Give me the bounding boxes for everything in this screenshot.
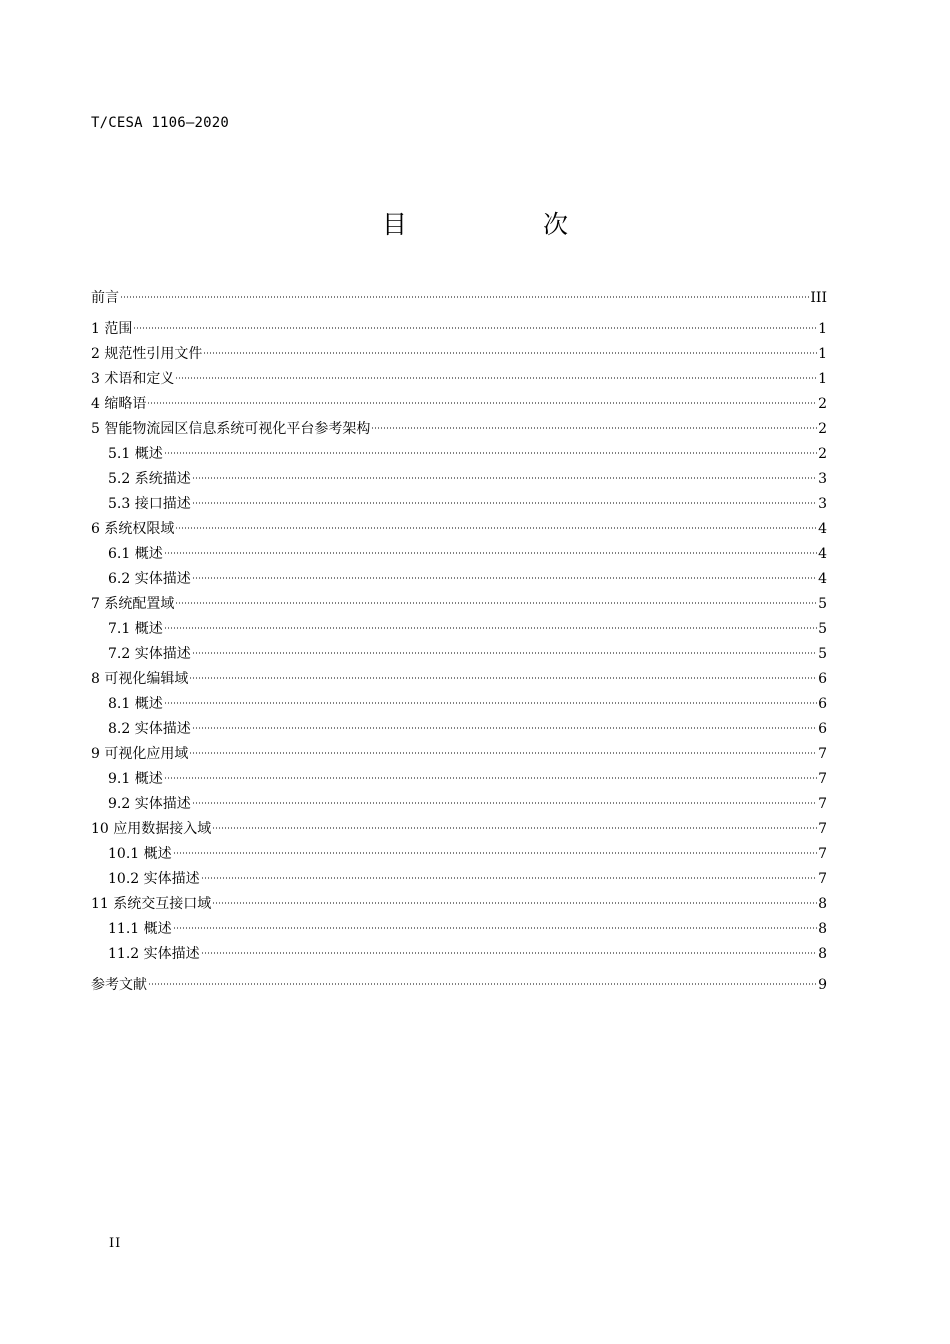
toc-entry[interactable] [91, 317, 827, 342]
toc-entry-page: 6 [818, 696, 827, 712]
toc-entry[interactable] [91, 592, 827, 617]
toc-entry-label: 6.1 概述 [108, 546, 163, 562]
toc-entry-label: 7.2 实体描述 [108, 646, 191, 662]
toc-entry-label: 8 可视化编辑域 [91, 671, 189, 687]
toc-dot-leader [173, 851, 817, 855]
toc-entry-label: 8.1 概述 [108, 696, 163, 712]
toc-entry-label: 7.1 概述 [108, 621, 163, 637]
toc-entry-label: 5 智能物流园区信息系统可视化平台参考架构 [91, 421, 371, 437]
toc-entry-label: 7 系统配置域 [91, 596, 175, 612]
toc-entry-label: 11 系统交互接口域 [91, 896, 212, 912]
toc-entry-page: 3 [818, 471, 827, 487]
toc-entry-page: 4 [818, 546, 827, 562]
toc-entry-page: 5 [818, 646, 827, 662]
toc-entry-page: 5 [818, 596, 827, 612]
toc-entry-page: 2 [818, 421, 827, 437]
toc-entry-label: 9.2 实体描述 [108, 796, 191, 812]
toc-entry-label: 5.2 系统描述 [108, 471, 191, 487]
toc-entry-label: 前言 [91, 290, 119, 306]
toc-entry-page: 7 [818, 746, 827, 762]
toc-dot-leader [164, 701, 817, 705]
page-number: II [109, 1236, 122, 1251]
toc-entry-page: 6 [818, 721, 827, 737]
toc-dot-leader [189, 676, 817, 680]
toc-entry-page: 8 [818, 896, 827, 912]
toc-dot-leader [175, 601, 817, 605]
toc-dot-leader [164, 551, 817, 555]
toc-dot-leader [192, 726, 817, 730]
toc-dot-leader [189, 751, 817, 755]
toc-entry[interactable] [91, 567, 827, 592]
toc-entry-page: 8 [818, 946, 827, 962]
toc-entry[interactable] [91, 667, 827, 692]
toc-dot-leader [173, 926, 817, 930]
toc-entry[interactable] [91, 817, 827, 842]
toc-dot-leader [164, 626, 817, 630]
toc-dot-leader [203, 351, 817, 355]
toc-entry-page: 9 [818, 977, 827, 993]
toc-entry[interactable] [91, 442, 827, 467]
toc-entry[interactable] [91, 342, 827, 367]
toc-entry[interactable] [91, 286, 827, 311]
toc-entry[interactable] [91, 867, 827, 892]
toc-entry[interactable] [91, 973, 827, 998]
toc-dot-leader [212, 826, 817, 830]
toc-dot-leader [148, 982, 817, 986]
toc-entry-page: 7 [818, 796, 827, 812]
toc-entry[interactable] [91, 542, 827, 567]
toc-dot-leader [175, 376, 817, 380]
toc-entry-label: 8.2 实体描述 [108, 721, 191, 737]
standard-code: T/CESA 1106—2020 [91, 115, 230, 131]
toc-entry[interactable] [91, 767, 827, 792]
toc-entry-page: 3 [818, 496, 827, 512]
toc-dot-leader [201, 876, 817, 880]
toc-entry[interactable] [91, 742, 827, 767]
toc-entry-label: 3 术语和定义 [91, 371, 175, 387]
toc-entry-label: 10 应用数据接入域 [91, 821, 212, 837]
toc-entry[interactable] [91, 617, 827, 642]
toc-entry-label: 2 规范性引用文件 [91, 346, 203, 362]
toc-dot-leader [212, 901, 817, 905]
toc-entry-page: 4 [818, 571, 827, 587]
table-of-contents [91, 286, 827, 998]
toc-entry-label: 9 可视化应用域 [91, 746, 189, 762]
toc-entry-page: 2 [818, 396, 827, 412]
toc-entry[interactable] [91, 942, 827, 967]
toc-dot-leader [192, 501, 817, 505]
toc-dot-leader [192, 651, 817, 655]
toc-entry-label: 10.2 实体描述 [108, 871, 200, 887]
toc-entry-label: 1 范围 [91, 321, 133, 337]
toc-dot-leader [133, 326, 817, 330]
toc-entry-page: III [810, 290, 827, 306]
toc-entry-page: 5 [818, 621, 827, 637]
toc-entry-label: 参考文献 [91, 977, 147, 993]
toc-entry[interactable] [91, 367, 827, 392]
toc-dot-leader [175, 526, 817, 530]
toc-entry[interactable] [91, 417, 827, 442]
toc-entry-page: 7 [818, 771, 827, 787]
toc-entry[interactable] [91, 892, 827, 917]
toc-entry-page: 1 [818, 346, 827, 362]
toc-entry-label: 6 系统权限域 [91, 521, 175, 537]
toc-entry-label: 10.1 概述 [108, 846, 172, 862]
toc-entry-page: 7 [818, 821, 827, 837]
toc-dot-leader [120, 295, 809, 299]
toc-entry[interactable] [91, 792, 827, 817]
toc-entry-page: 2 [818, 446, 827, 462]
toc-dot-leader [192, 576, 817, 580]
toc-dot-leader [192, 476, 817, 480]
toc-entry[interactable] [91, 642, 827, 667]
toc-dot-leader [164, 776, 817, 780]
toc-entry[interactable] [91, 392, 827, 417]
toc-dot-leader [201, 951, 817, 955]
toc-entry[interactable] [91, 917, 827, 942]
toc-entry-page: 1 [818, 321, 827, 337]
toc-entry-page: 4 [818, 521, 827, 537]
toc-entry-page: 8 [818, 921, 827, 937]
toc-entry[interactable] [91, 517, 827, 542]
toc-entry-page: 1 [818, 371, 827, 387]
toc-entry[interactable] [91, 492, 827, 517]
toc-entry-label: 6.2 实体描述 [108, 571, 191, 587]
toc-entry[interactable] [91, 467, 827, 492]
toc-entry-label: 5.3 接口描述 [108, 496, 191, 512]
toc-entry-page: 7 [818, 846, 827, 862]
toc-entry-label: 11.2 实体描述 [108, 946, 200, 962]
page-title: 目 次 [382, 210, 612, 239]
toc-entry[interactable] [91, 692, 827, 717]
toc-entry-label: 5.1 概述 [108, 446, 163, 462]
toc-dot-leader [147, 401, 817, 405]
toc-dot-leader [192, 801, 817, 805]
toc-dot-leader [164, 451, 817, 455]
toc-dot-leader [371, 426, 817, 430]
toc-entry-label: 9.1 概述 [108, 771, 163, 787]
toc-entry-label: 11.1 概述 [108, 921, 172, 937]
toc-entry[interactable] [91, 842, 827, 867]
toc-entry-label: 4 缩略语 [91, 396, 147, 412]
toc-entry-page: 6 [818, 671, 827, 687]
toc-entry-page: 7 [818, 871, 827, 887]
toc-entry[interactable] [91, 717, 827, 742]
